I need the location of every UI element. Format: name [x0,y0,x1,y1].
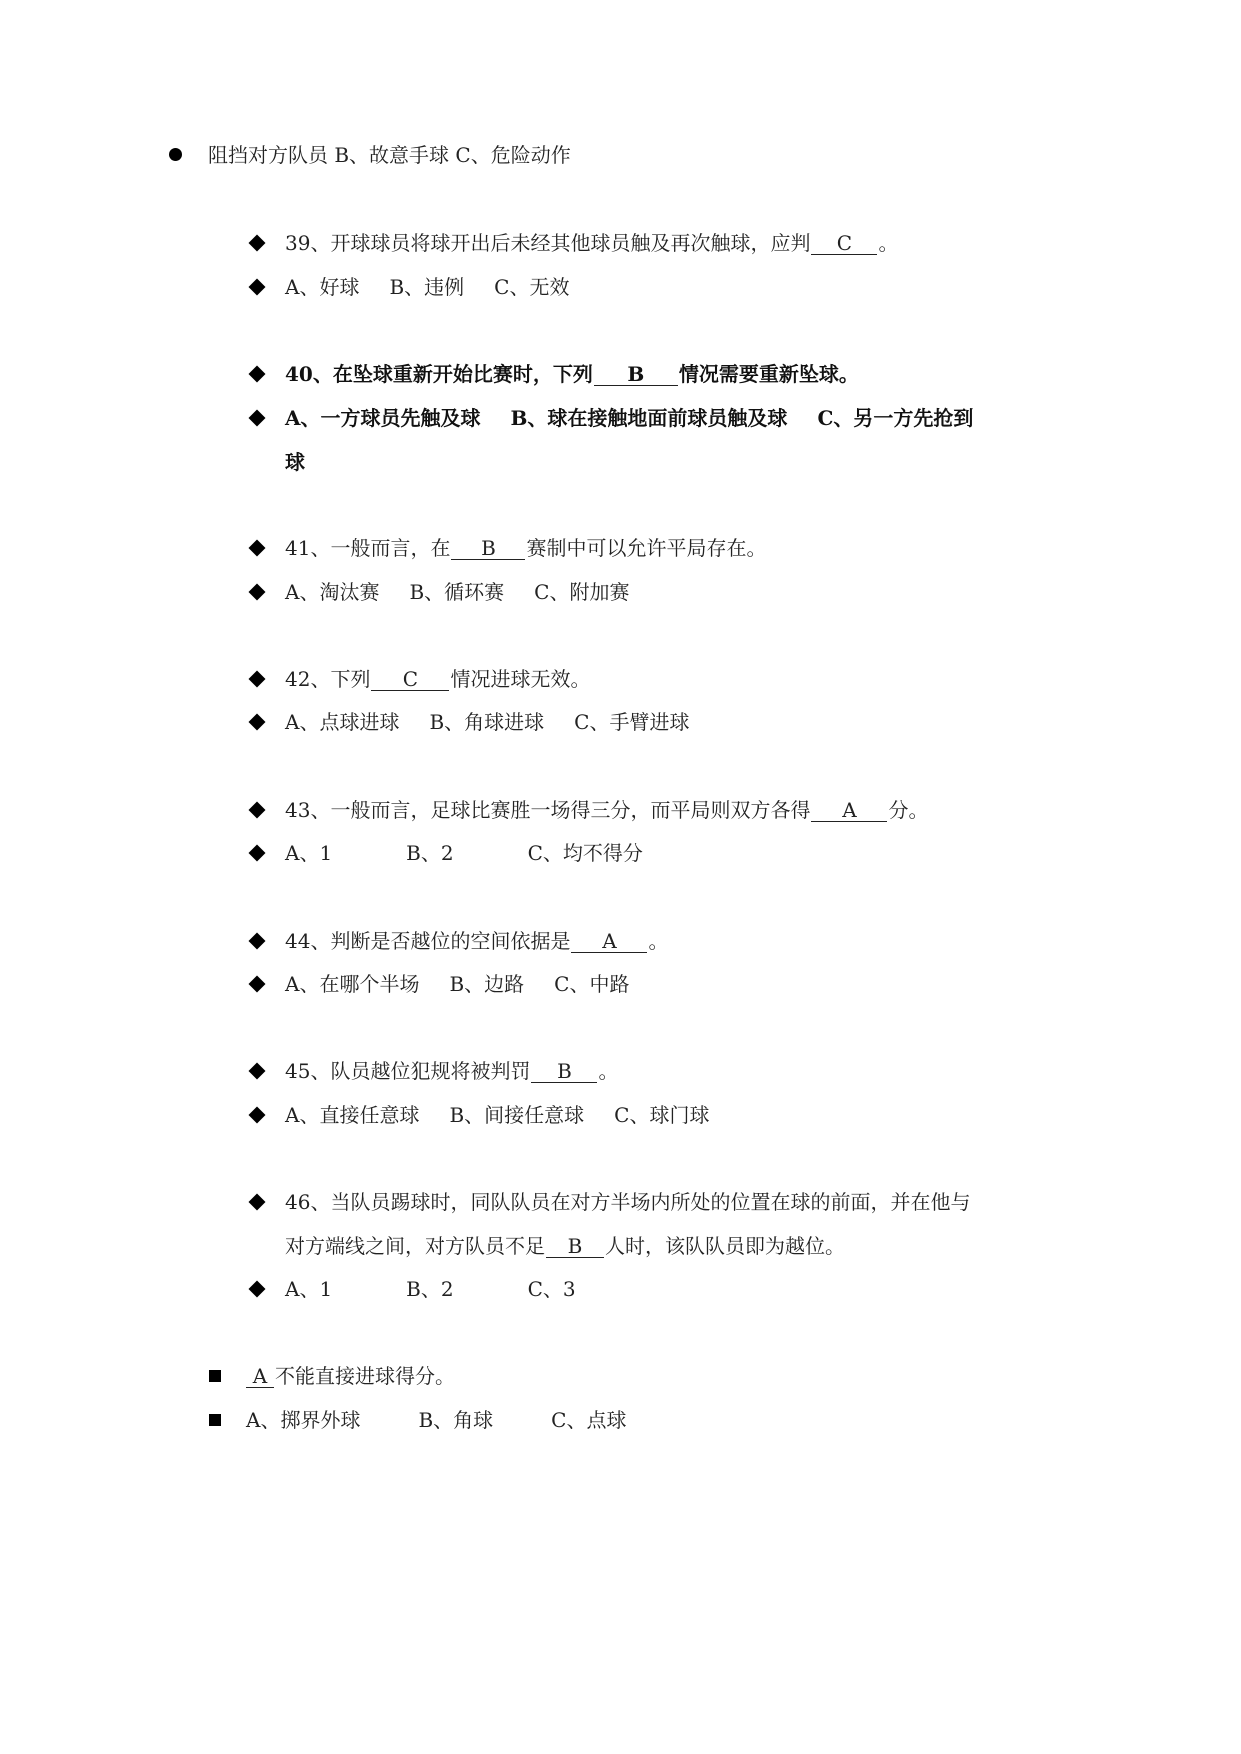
diamond-bullet-icon [249,235,266,252]
question-46-stem: 46、当队员踢球时，同队队员在对方半场内所处的位置在球的前面，并在他与 [285,1190,971,1214]
diamond-bullet-icon [249,1063,266,1080]
square-bullet-icon [209,1370,221,1382]
answer-blank: B [451,537,525,560]
question-39-options: A、好球 B、违例 C、无效 [285,275,570,299]
question-44-options: A、在哪个半场 B、边路 C、中路 [285,972,630,996]
diamond-bullet-icon [249,410,266,427]
bottom-item-stem: A 不能直接进球得分。 [246,1362,455,1390]
diamond-bullet-icon [249,584,266,601]
diamond-bullet-icon [249,933,266,950]
answer-blank: C [811,232,877,255]
question-40-options: A、一方球员先触及球 B、球在接触地面前球员触及球 C、另一方先抢到 [285,406,974,430]
diamond-bullet-icon [249,279,266,296]
answer-blank: A [811,799,887,822]
answer-blank: A [571,930,647,953]
answer-blank: A [246,1365,274,1388]
question-45-options: A、直接任意球 B、间接任意球 C、球门球 [285,1103,710,1127]
diamond-bullet-icon [249,1107,266,1124]
answer-blank: B [546,1235,604,1258]
question-42-stem: 42、下列 C 情况进球无效。 [285,667,591,691]
question-43-options: A、1 B、2 C、均不得分 [285,841,643,865]
top-item-text: 阻挡对方队员 B、故意手球 C、危险动作 [208,143,571,167]
question-43-stem: 43、一般而言，足球比赛胜一场得三分，而平局则双方各得 A 分。 [285,798,929,822]
question-41-stem: 41、一般而言，在 B 赛制中可以允许平局存在。 [285,536,767,560]
question-42-options: A、点球进球 B、角球进球 C、手臂进球 [285,710,690,734]
diamond-bullet-icon [249,671,266,688]
question-39-stem: 39、开球球员将球开出后未经其他球员触及再次触球，应判 C 。 [285,231,899,255]
bottom-item-options: A、掷界外球 B、角球 C、点球 [246,1408,627,1432]
question-45-stem: 45、队员越位犯规将被判罚 B 。 [285,1059,619,1083]
diamond-bullet-icon [249,366,266,383]
question-46-options: A、1 B、2 C、3 [285,1277,576,1301]
diamond-bullet-icon [249,714,266,731]
bullet-dot-icon [169,148,182,161]
question-40-stem: 40、在坠球重新开始比赛时，下列 B 情况需要重新坠球。 [285,362,859,386]
question-44-stem: 44、判断是否越位的空间依据是 A 。 [285,929,669,953]
question-41-options: A、淘汰赛 B、循环赛 C、附加赛 [285,580,630,604]
diamond-bullet-icon [249,1281,266,1298]
question-40-options-continued: 球 [285,450,305,474]
answer-blank: B [531,1060,597,1083]
diamond-bullet-icon [249,845,266,862]
diamond-bullet-icon [249,540,266,557]
diamond-bullet-icon [249,1194,266,1211]
answer-blank: C [371,668,449,691]
question-46-stem-continued: 对方端线之间，对方队员不足 B 人时，该队队员即为越位。 [285,1234,845,1258]
diamond-bullet-icon [249,976,266,993]
diamond-bullet-icon [249,802,266,819]
answer-blank: B [594,363,678,386]
square-bullet-icon [209,1414,221,1426]
